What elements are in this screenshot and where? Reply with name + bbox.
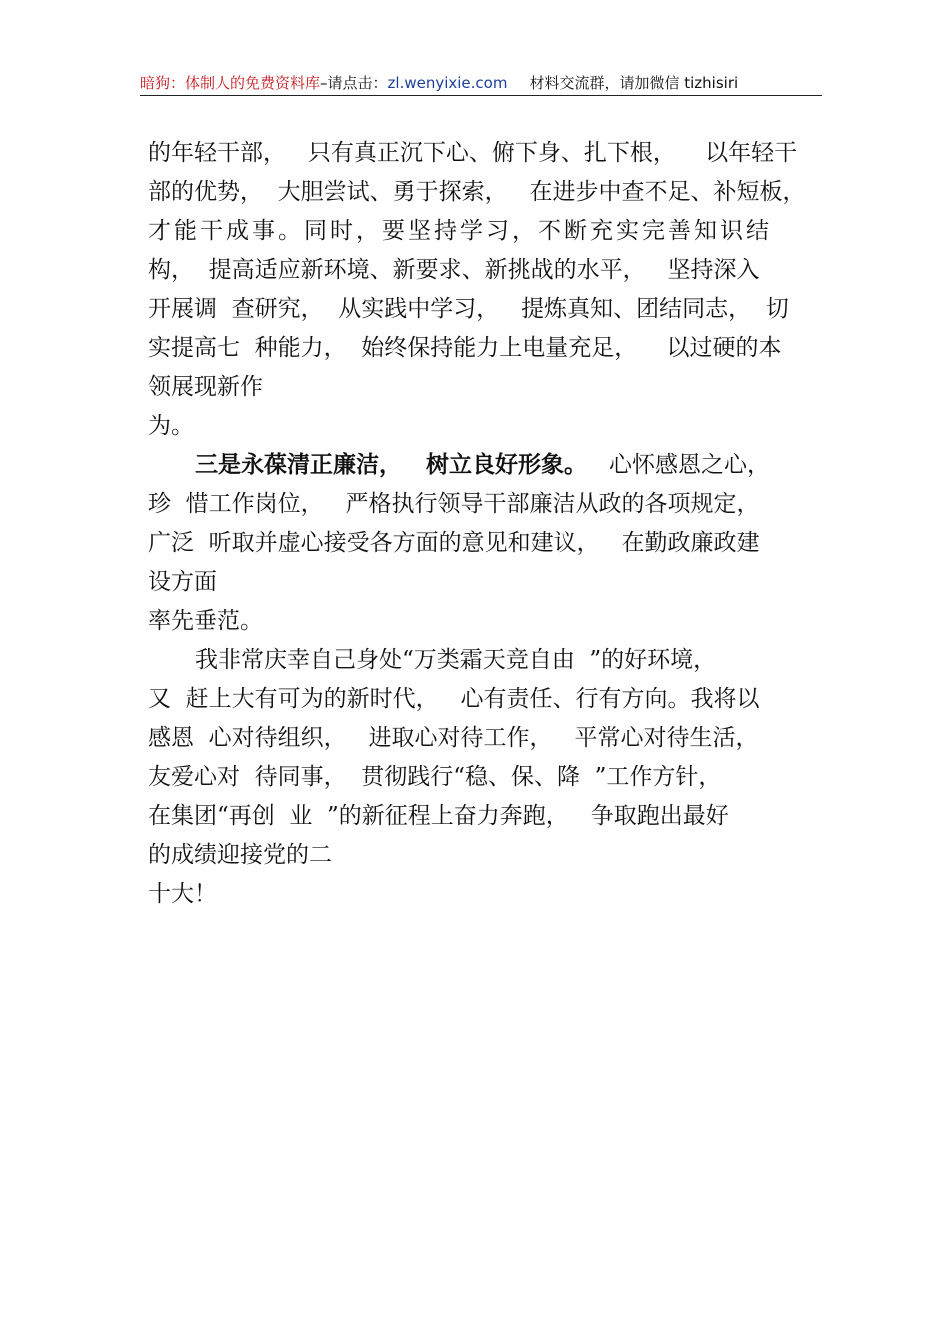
text-line: 又 赶上大有可为的新时代， 心有责任、行有方向。我将以 xyxy=(148,686,760,712)
document-body xyxy=(148,134,823,914)
paragraph-heading-line xyxy=(148,446,823,485)
text-line: 开展调 查研究， 从实践中学习， 提炼真知、团结同志， 切 xyxy=(148,296,789,322)
paragraph-first-line: 我非常庆幸自己身处“万类霜天竞自由 ”的好环境， xyxy=(195,647,717,673)
text-line: 在集团“再创 业 ”的新征程上奋力奔跑， 争取跑出最好 xyxy=(148,803,729,829)
header-prompt: –请点击： xyxy=(320,74,388,92)
text-line: 构， 提高适应新环境、新要求、新挑战的水平， 坚持深入 xyxy=(148,257,760,283)
text-line: 领展现新作 xyxy=(148,374,263,400)
header-url-link[interactable]: zl.wenyixie.com xyxy=(387,74,508,92)
text-line: 广泛 听取并虚心接受各方面的意见和建议， 在勤政廉政建 xyxy=(148,530,760,556)
page-header xyxy=(140,73,822,93)
header-brand: 暗狗：体制人的免费资料库 xyxy=(140,74,321,92)
text-line: 十大！ xyxy=(148,881,217,907)
section-heading: 三是永葆清正廉洁， 树立良好形象。 xyxy=(195,452,588,478)
text-line: 部的优势， 大胆尝试、勇于探索， 在进步中查不足、补短板， xyxy=(148,179,806,205)
text-line: 率先垂范。 xyxy=(148,608,263,634)
text-line: 实提高七 种能力， 始终保持能力上电量充足， 以过硬的本 xyxy=(148,335,782,361)
text-line: 的成绩迎接党的二 xyxy=(148,842,332,868)
text-line: 才能干成事。同时，要坚持学习，不断充实完善知识结 xyxy=(148,218,772,244)
text-line: 感恩 心对待组织， 进取心对待工作， 平常心对待生活， xyxy=(148,725,759,751)
text-line: 为。 xyxy=(148,413,194,439)
heading-continuation: 心怀感恩之心， xyxy=(587,452,770,478)
header-divider xyxy=(140,95,822,96)
text-line: 的年轻干部， 只有真正沉下心、俯下身、扎下根， 以年轻干 xyxy=(148,140,798,166)
text-line: 设方面 xyxy=(148,569,217,595)
text-line: 珍 惜工作岗位， 严格执行领导干部廉洁从政的各项规定， xyxy=(148,491,760,517)
header-contact: 材料交流群，请加微信 tizhisiri xyxy=(529,74,739,92)
text-line: 友爱心对 待同事， 贯彻践行“稳、保、降 ”工作方针， xyxy=(148,764,722,790)
